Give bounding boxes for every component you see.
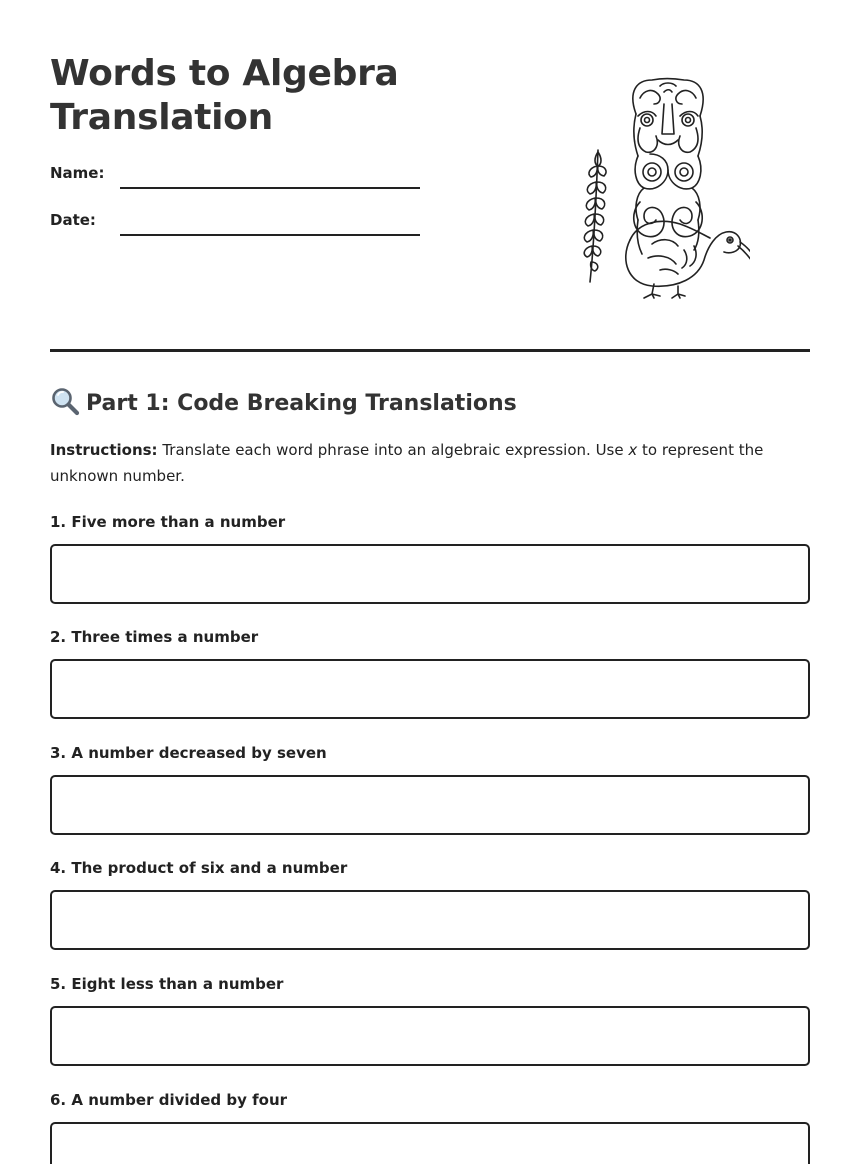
answer-box-4[interactable] bbox=[50, 890, 810, 950]
date-field-row bbox=[50, 205, 420, 235]
question-label: 3. A number decreased by seven bbox=[50, 744, 327, 762]
question-3 bbox=[50, 743, 810, 763]
instructions-variable: x bbox=[628, 441, 638, 459]
question-label: 2. Three times a number bbox=[50, 628, 259, 646]
answer-box-3[interactable] bbox=[50, 775, 810, 835]
answer-box-2[interactable] bbox=[50, 659, 810, 719]
date-label: Date: bbox=[50, 211, 96, 229]
section-heading-text: Part 1: Code Breaking Translations bbox=[86, 391, 517, 416]
name-field-row bbox=[50, 158, 420, 188]
question-2 bbox=[50, 627, 810, 647]
section-heading bbox=[50, 386, 810, 420]
instructions-text-after: to represent the unknown number. bbox=[50, 441, 764, 485]
question-label: 4. The product of six and a number bbox=[50, 859, 348, 877]
question-label: 6. A number divided by four bbox=[50, 1091, 288, 1109]
question-label: 1. Five more than a number bbox=[50, 513, 286, 531]
section-divider bbox=[50, 349, 810, 352]
instructions-lead: Instructions: bbox=[50, 441, 158, 459]
answer-box-5[interactable] bbox=[50, 1006, 810, 1066]
instructions-paragraph bbox=[50, 437, 810, 489]
date-input-line[interactable] bbox=[120, 234, 420, 236]
maori-carving-kiwi-illustration bbox=[580, 74, 750, 300]
instructions-text-before: Translate each word phrase into an algebraic expression. Use bbox=[157, 441, 629, 459]
name-label: Name: bbox=[50, 164, 105, 182]
worksheet-title: Words to Algebra Translation bbox=[50, 53, 399, 138]
question-label: 5. Eight less than a number bbox=[50, 975, 284, 993]
question-6 bbox=[50, 1090, 810, 1110]
magnifying-glass-icon bbox=[50, 386, 80, 416]
name-input-line[interactable] bbox=[120, 187, 420, 189]
question-5 bbox=[50, 974, 810, 994]
answer-box-6[interactable] bbox=[50, 1122, 810, 1164]
answer-box-1[interactable] bbox=[50, 544, 810, 604]
question-1 bbox=[50, 512, 810, 532]
question-4 bbox=[50, 858, 810, 878]
